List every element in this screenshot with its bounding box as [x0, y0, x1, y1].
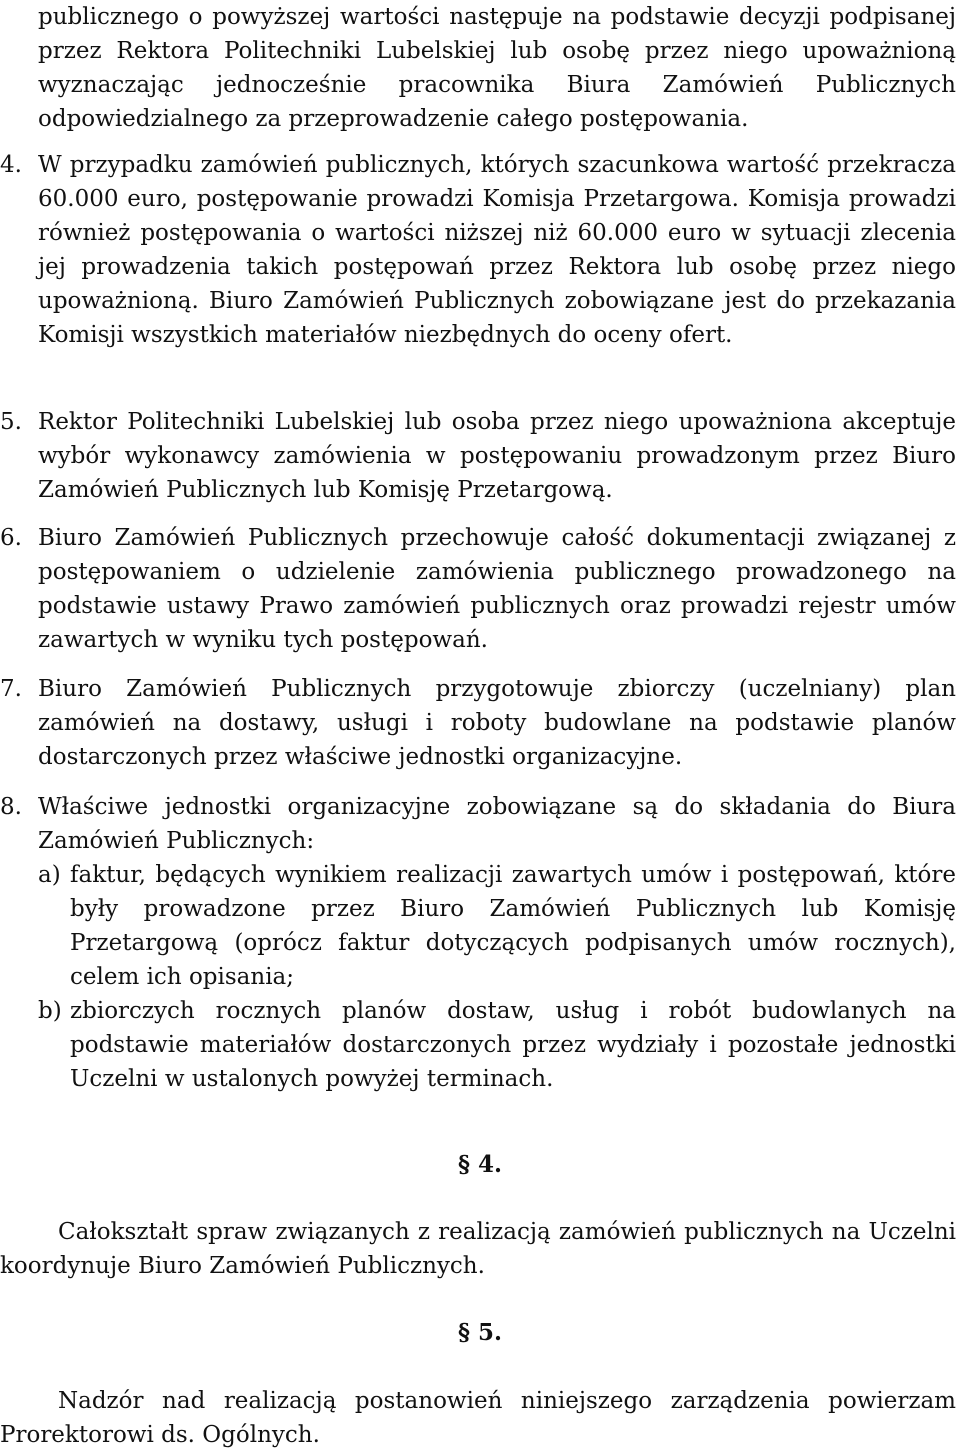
section-4-paragraph: Całokształt spraw związanych z realizacją zamówień publicznych na Uczelni koordynuje Biuro Zamówień Publicznych. — [0, 1219, 956, 1279]
sub-item-text: faktur, będących wynikiem realizacji zawartych umów i postępowań, które były prowadzone przez Biuro Zamówień Publicznych lub Komisję Przetargową (oprócz faktur dotyczących podpisanych umów rocznych), celem ich opisania; — [70, 862, 956, 990]
item-text: Właściwe jednostki organizacyjne zobowiązane są do składania do Biura Zamówień Publicznych: — [38, 794, 956, 854]
item-number: 7. — [0, 676, 22, 702]
sub-item-b — [38, 994, 956, 1096]
sub-item-label: a) — [38, 862, 61, 888]
section-5-heading: § 5. — [457, 1319, 503, 1346]
list-item-5 — [0, 405, 956, 507]
item-text: W przypadku zamówień publicznych, których szacunkowa wartość przekracza 60.000 euro, postępowanie prowadzi Komisja Przetargowa. Komisja prowadzi również postępowania o wartości niższej niż 60.000 euro w sytuacji zlecenia jej prowadzenia takich postępowań przez Rektora lub osobę przez niego upoważnioną. Biuro Zamówień Publicznych zobowiązane jest do przekazania Komisji wszystkich materiałów niezbędnych do oceny ofert. — [38, 152, 956, 348]
section-5-paragraph: Nadzór nad realizacją postanowień niniejszego zarządzenia powierzam Prorektorowi ds. Ogólnych. — [0, 1388, 956, 1448]
item-number: 4. — [0, 152, 22, 178]
item-text: Biuro Zamówień Publicznych przechowuje całość dokumentacji związanej z postępowaniem o udzielenie zamówienia publicznego prowadzonego na podstawie ustawy Prawo zamówień publicznych oraz prowadzi rejestr umów zawartych w wyniku tych postępowań. — [38, 525, 956, 653]
item-number: 8. — [0, 794, 22, 820]
item-number: 6. — [0, 525, 22, 551]
list-item-8 — [0, 790, 956, 858]
list-item-7 — [0, 672, 956, 774]
list-item-6 — [0, 521, 956, 657]
sub-item-a — [38, 858, 956, 994]
item-number: 5. — [0, 409, 22, 435]
sub-item-label: b) — [38, 998, 62, 1024]
list-item-4 — [0, 148, 956, 352]
intro-paragraph: publicznego o powyższej wartości następuje na podstawie decyzji podpisanej przez Rektora Politechniki Lubelskiej lub osobę przez niego upoważnioną wyznaczając jednocześnie pracownika Biura Zamówień Publicznych odpowiedzialnego za przeprowadzenie całego postępowania. — [38, 4, 956, 132]
sub-item-text: zbiorczych rocznych planów dostaw, usług i robót budowlanych na podstawie materiałów dostarczonych przez wydziały i pozostałe jednostki Uczelni w ustalonych powyżej terminach. — [70, 998, 956, 1092]
section-4-heading: § 4. — [457, 1151, 503, 1178]
item-text: Rektor Politechniki Lubelskiej lub osoba przez niego upoważniona akceptuje wybór wykonawcy zamówienia w postępowaniu prowadzonym przez Biuro Zamówień Publicznych lub Komisję Przetargową. — [38, 409, 956, 503]
item-text: Biuro Zamówień Publicznych przygotowuje zbiorczy (uczelniany) plan zamówień na dostawy, usługi i roboty budowlane na podstawie planów dostarczonych przez właściwe jednostki organizacyjne. — [38, 676, 956, 770]
